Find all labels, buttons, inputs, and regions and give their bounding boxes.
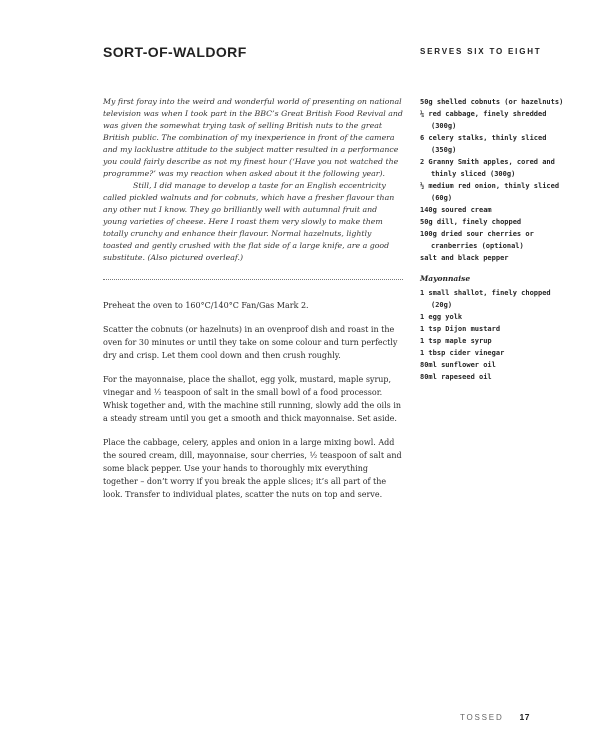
intro-text (103, 96, 403, 264)
mayo-ingredient-item: 80ml sunflower oil (420, 361, 496, 369)
serves-label: SERVES SIX TO EIGHT (420, 47, 542, 56)
section-name: TOSSED (459, 713, 504, 722)
ingredient-item: ½ medium red onion, thinly sliced (60g) (420, 182, 560, 202)
ingredient-item: ¼ red cabbage, finely shredded (300g) (420, 110, 547, 130)
ingredient-item: 140g soured cream (420, 206, 492, 214)
ingredient-item: 6 celery stalks, thinly sliced (350g) (420, 134, 547, 154)
mayo-ingredient-item: 1 small shallot, finely chopped (20g) (420, 289, 551, 309)
ingredients-list (420, 96, 570, 383)
method-step: Scatter the cobnuts (or hazelnuts) in an ovenproof dish and roast in the oven for 30 minutes or until they take on some colour and turn perfectly dry and crisp. Let them cool down and then crush roughly. (103, 325, 398, 360)
mayo-ingredient-item: 1 egg yolk (420, 313, 463, 321)
intro-paragraph: Still, I did manage to develop a taste for an English eccentricity called pickled walnuts and for cobnuts, which have a fresher flavour than any other nut I know. They go brilliantly well with autumnal fruit and young varieties of cheese. Here I roast them very slowly to make them totally crunchy and enhance their flavour. Normal hazelnuts, lightly toasted and gently crushed with the flat side of a large knife, are a good substitute. (Also pictured overleaf.) (103, 181, 395, 262)
page-number: 17 (519, 712, 530, 722)
intro-paragraph: My first foray into the weird and wonderful world of presenting on national television was when I took part in the BBC’s Great British Food Revival and was given the somewhat trying task of selling British nuts to the great British public. The combination of my inexperience in front of the camera and my lacklustre attitude to the subject matter resulted in a performance you could fairly describe as not my finest hour (‘Have you not watched the programme?’ was my reaction when asked about it the following year). (103, 97, 403, 178)
ingredient-item: salt and black pepper (420, 254, 509, 262)
method-text (103, 299, 403, 512)
recipe-title: SORT-OF-WALDORF (103, 44, 247, 60)
mayo-ingredient-item: 1 tsp maple syrup (420, 337, 492, 345)
ingredient-item: 100g dried sour cherries or cranberries (optional) (420, 230, 534, 250)
mayonnaise-heading: Mayonnaise (420, 274, 471, 283)
mayo-ingredient-item: 1 tbsp cider vinegar (420, 349, 505, 357)
ingredient-item: 2 Granny Smith apples, cored and thinly sliced (300g) (420, 158, 555, 178)
ingredient-item: 50g shelled cobnuts (or hazelnuts) (420, 98, 564, 106)
method-step: For the mayonnaise, place the shallot, egg yolk, mustard, maple syrup, vinegar and ½ teaspoon of salt in the small bowl of a food processor. Whisk together and, with the machine still running, slowly add the oils in a steady stream until you get a smooth and thick mayonnaise. Set aside. (103, 375, 402, 423)
mayo-ingredient-item: 1 tsp Dijon mustard (420, 325, 501, 333)
mayo-ingredient-item: 80ml rapeseed oil (420, 373, 492, 381)
page-footer (460, 712, 530, 722)
method-step: Place the cabbage, celery, apples and onion in a large mixing bowl. Add the soured cream, dill, mayonnaise, sour cherries, ½ teaspoon of salt and some black pepper. Use your hands to thoroughly mix everything together – don’t worry if you break the apple slices; it’s all part of the look. Transfer to individual plates, scatter the nuts on top and serve. (103, 438, 402, 499)
method-step: Preheat the oven to 160°C/140°C Fan/Gas Mark 2. (103, 301, 309, 310)
dotted-divider (103, 279, 403, 280)
ingredient-item: 50g dill, finely chopped (420, 218, 522, 226)
